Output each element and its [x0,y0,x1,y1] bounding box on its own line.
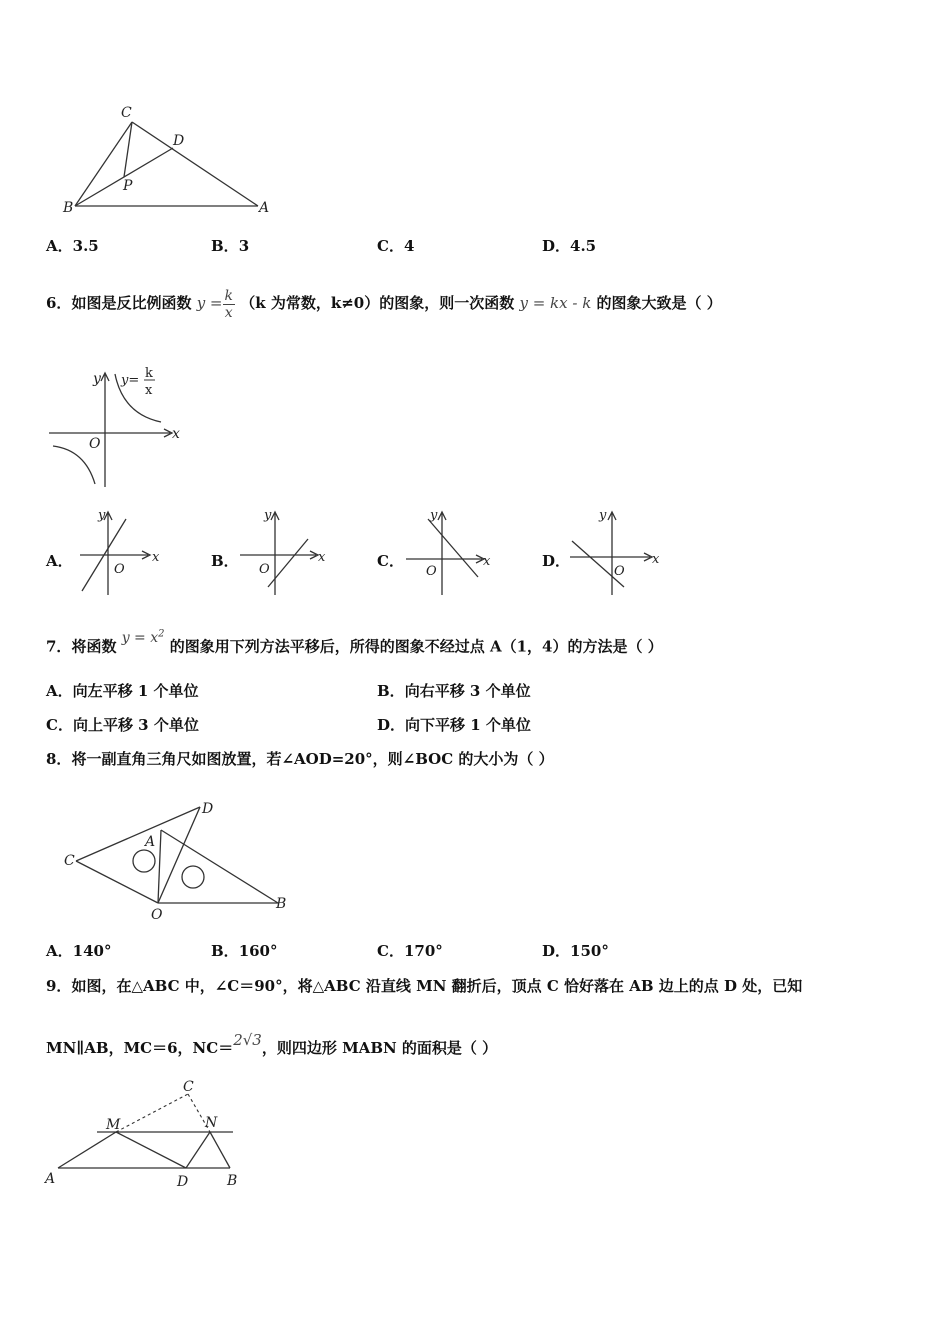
q5-label-d: D [173,133,185,149]
q8-option-d[interactable]: D．150° [542,942,609,960]
q9-label-n: N [205,1115,218,1131]
q8-option-b[interactable]: B．160° [211,942,278,960]
q5-label-b: B [63,200,74,216]
q6-d-x: x [652,552,660,567]
q9-label-c: C [183,1079,194,1095]
q5-option-a[interactable]: A．3.5 [46,237,99,255]
q8-label-a: A [145,834,156,850]
q7-func: $y = x^2$ [121,628,165,646]
q6-a-o: O [114,562,125,577]
q6-func1-fraction: $\frac{k}{x}$ [224,287,233,321]
q6-option-d-graph[interactable] [568,505,668,597]
q6-b-y: y [264,508,272,523]
q7-option-d[interactable]: D．向下平移 1 个单位 [377,716,531,734]
q5-option-c[interactable]: C．4 [377,237,415,255]
q8-label-b: B [276,896,287,912]
q6-number: 6． [46,294,72,312]
q6-func2: y = kx - k [519,294,592,312]
q6-text-before: 如图是反比例函数 [71,294,192,312]
q6-fig-origin: O [89,436,101,452]
q6-c-x: x [483,554,491,569]
q8-set-squares-figure [60,795,300,925]
q6-fig-y-label: y [93,371,101,387]
q9-nc-value: 2√3 [233,1031,262,1049]
q6-c-y: y [430,508,438,523]
q6-d-y: y [599,508,607,523]
q6-option-b[interactable]: B． [211,552,239,570]
q6-a-x: x [152,550,160,565]
q6-text-mid: （k 为常数，k≠0）的图象，则一次函数 [240,294,515,312]
q9-question-line2: MN∥AB，MC＝6，NC＝2√3，则四边形 MABN 的面积是（ ） [46,1031,498,1057]
q6-option-a-graph[interactable] [78,505,168,597]
q5-option-b[interactable]: B．3 [211,237,250,255]
q6-fig-x-label: x [172,426,180,442]
q8-label-d: D [202,801,214,817]
q6-func1-lhs: y = [196,294,223,312]
q5-option-d[interactable]: D．4.5 [542,237,597,255]
q6-c-o: O [426,564,437,579]
q6-option-c[interactable]: C． [377,552,404,570]
q6-a-y: y [98,508,106,523]
q6-option-b-graph[interactable] [238,505,328,597]
q9-label-b: B [227,1173,238,1189]
q9-question-line1: 9．如图，在△ABC 中，∠C＝90°，将△ABC 沿直线 MN 翻折后，顶点 C 恰好落在 AB 边上的点 D 处，已知 [46,977,803,995]
q8-label-o: O [151,907,163,923]
q6-text-after: 的图象大致是（ ） [596,294,722,312]
q8-label-c: C [64,853,75,869]
q6-fig-eq-num: k [145,366,153,381]
q9-label-a: A [45,1171,56,1187]
q6-fig-eq-den: x [145,383,153,398]
q7-question: 7．将函数 $y = x^2$ 的图象用下列方法平移后，所得的图象不经过点 A（1，4）的方法是（ ） [46,628,663,656]
q5-label-p: P [123,178,133,194]
q6-d-o: O [614,564,625,579]
q7-option-b[interactable]: B．向右平移 3 个单位 [377,682,531,700]
q9-label-m: M [106,1117,121,1133]
q9-label-d: D [177,1174,189,1190]
q7-option-c[interactable]: C．向上平移 3 个单位 [46,716,199,734]
q8-option-a[interactable]: A．140° [46,942,112,960]
q5-label-c: C [121,105,132,121]
q5-label-a: A [259,200,270,216]
q7-option-a[interactable]: A．向左平移 1 个单位 [46,682,199,700]
q6-hyperbola-figure [45,362,185,492]
q6-question [46,282,722,324]
q6-b-x: x [318,550,326,565]
q5-triangle-figure [55,100,280,220]
q8-question: 8．将一副直角三角尺如图放置，若∠AOD=20°，则∠BOC 的大小为（ ） [46,750,554,768]
q6-option-d[interactable]: D． [542,552,571,570]
q6-option-c-graph[interactable] [404,505,494,597]
q6-option-a[interactable]: A． [46,552,73,570]
q6-b-o: O [259,562,270,577]
q6-fig-eq-lhs: y= [121,373,140,388]
q9-fold-figure [40,1076,250,1196]
q8-option-c[interactable]: C．170° [377,942,443,960]
